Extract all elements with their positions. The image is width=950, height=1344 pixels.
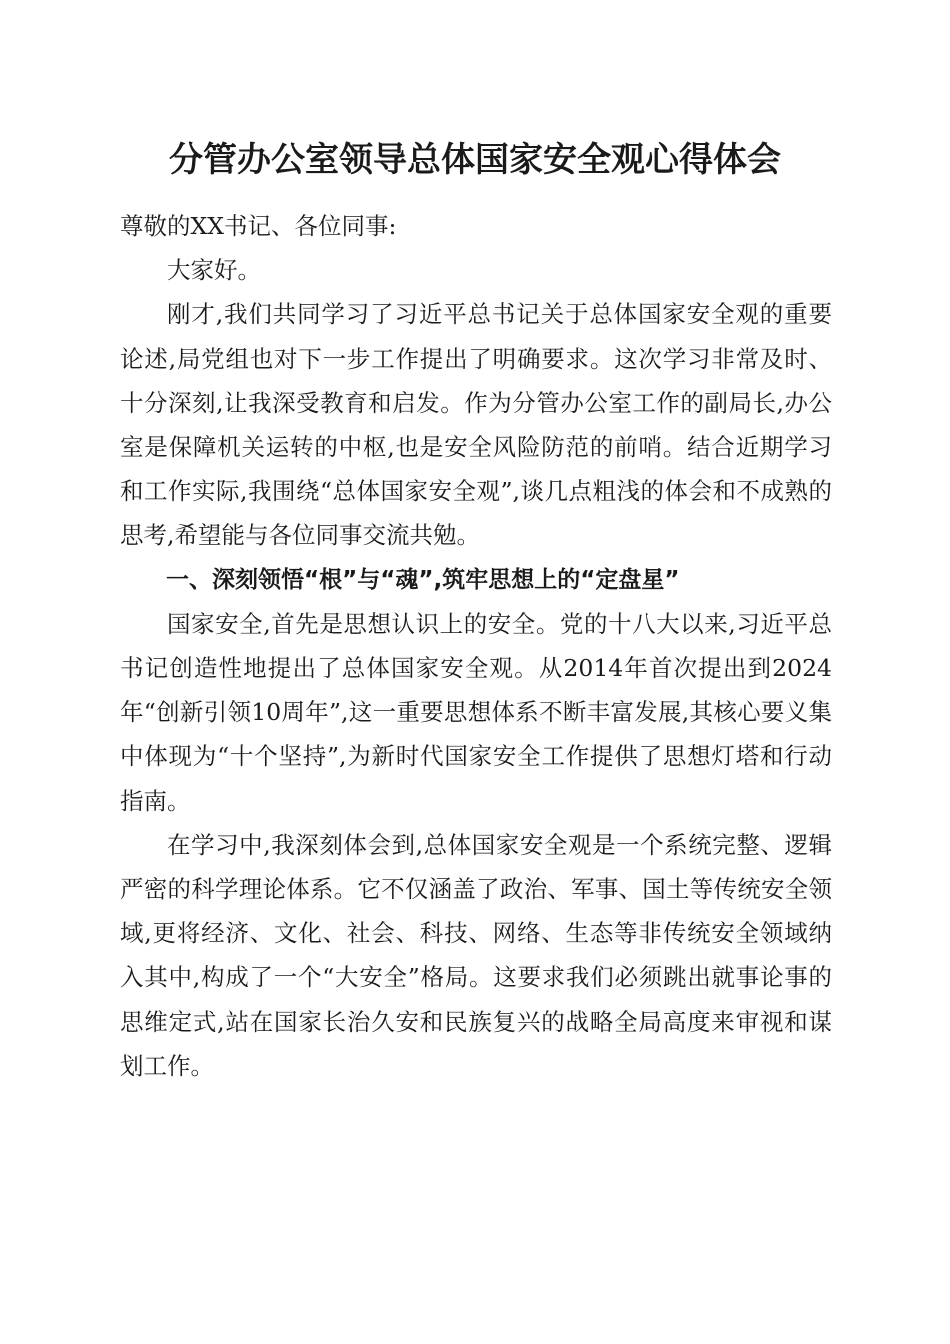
salutation: 尊敬的XX书记、各位同事: [120,212,397,240]
document-body [120,204,832,1088]
section-heading-1: 一、深刻领悟“根”与“魂”,筑牢思想上的“定盘星” [166,566,680,593]
greeting: 大家好。 [167,256,261,285]
section1-paragraph-1: 国家安全,首先是思想认识上的安全。党的十八大以来,习近平总书记创造性地提出了总体国家安全观。从2014年首次提出到2024年“创新引领10周年”,这一重要思想体系不断丰富发展,其核心要义集中体现为“十个坚持”,为新时代国家安全工作提供了思想灯塔和行动指南。 [120,609,832,815]
document-title: 分管办公室领导总体国家安全观心得体会 [169,140,781,180]
section1-paragraph-2: 在学习中,我深刻体会到,总体国家安全观是一个系统完整、逻辑严密的科学理论体系。它不仅涵盖了政治、军事、国土等传统安全领域,更将经济、文化、社会、科技、网络、生态等非传统安全领域纳入其中,构成了一个“大安全”格局。这要求我们必须跳出就事论事的思维定式,站在国家长治久安和民族复兴的战略全局高度来审视和谋划工作。 [120,830,832,1080]
intro-paragraph: 刚才,我们共同学习了习近平总书记关于总体国家安全观的重要论述,局党组也对下一步工作提出了明确要求。这次学习非常及时、十分深刻,让我深受教育和启发。作为分管办公室工作的副局长,办公室是保障机关运转的中枢,也是安全风险防范的前哨。结合近期学习和工作实际,我围绕“总体国家安全观”,谈几点粗浅的体会和不成熟的思考,希望能与各位同事交流共勉。 [120,300,832,550]
